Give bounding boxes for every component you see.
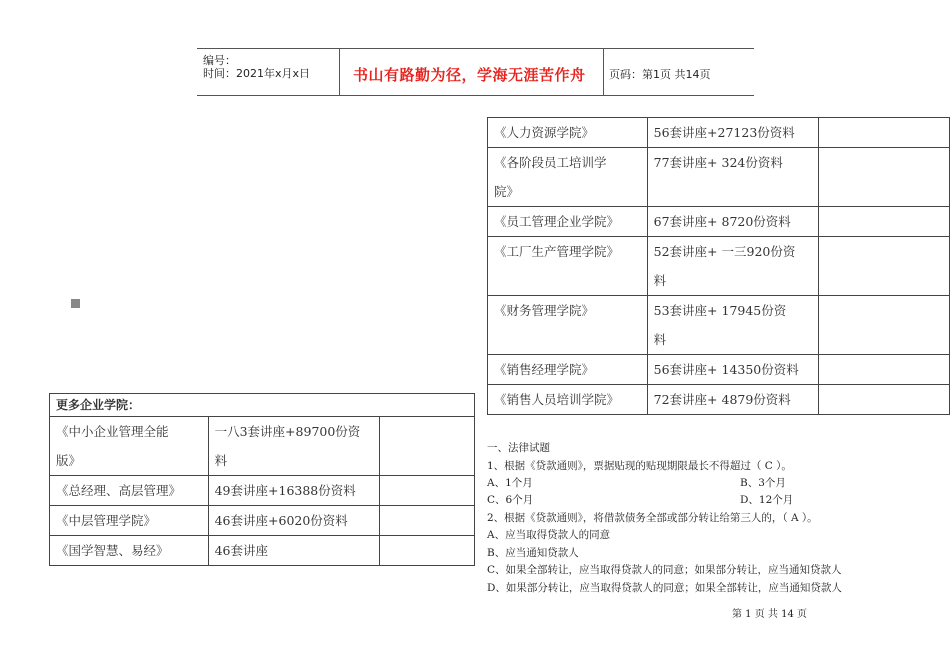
empty-cell [819, 296, 950, 355]
academy-info-cell: 72套讲座+ 4879份资料 [647, 385, 819, 415]
time-label: 时间：2021年x月x日 [203, 67, 311, 80]
table-title-row [50, 394, 475, 417]
option-2a: A、应当取得贷款人的同意 [487, 529, 611, 541]
empty-cell [819, 148, 950, 207]
table-row [488, 118, 950, 148]
empty-cell [819, 207, 950, 237]
left-academy-table [49, 393, 475, 566]
academy-info-cell: 46套讲座+6020份资料 [208, 506, 380, 536]
table-row [488, 237, 950, 296]
table-row [50, 536, 475, 566]
academy-info-cell: 77套讲座+ 324份资料 [647, 148, 819, 207]
section-title: 一、法律试题 [487, 442, 550, 454]
academy-name-cell: 《各阶段员工培训学 院》 [488, 148, 648, 207]
table-row [488, 355, 950, 385]
academy-info-cell: 49套讲座+16388份资料 [208, 476, 380, 506]
header-motto: 书山有路勤为径，学海无涯苦作舟 [353, 66, 586, 84]
header-bottom-rule [197, 95, 754, 96]
option-1b: B、3个月 [740, 477, 786, 489]
page-footer: 第 1 页 共 14 页 [732, 609, 807, 620]
academy-name-cell: 《财务管理学院》 [488, 296, 648, 355]
question-2: 2、根据《贷款通则》，将借款债务全部或部分转让给第三人的，（ A ）。 [487, 512, 818, 524]
academy-info-cell: 一八3套讲座+89700份资 料 [208, 417, 380, 476]
empty-cell [380, 476, 475, 506]
table-row [50, 417, 475, 476]
header-divider-left [339, 48, 340, 96]
header-top-rule [197, 48, 754, 49]
academy-name-cell: 《总经理、高层管理》 [50, 476, 209, 506]
bullet-square-icon [71, 299, 80, 308]
academy-info-cell: 53套讲座+ 17945份资 料 [647, 296, 819, 355]
right-academy-table [487, 117, 950, 415]
empty-cell [819, 237, 950, 296]
academy-info-cell: 46套讲座 [208, 536, 380, 566]
academy-info-cell: 67套讲座+ 8720份资料 [647, 207, 819, 237]
table-row [488, 148, 950, 207]
option-1c: C、6个月 [487, 494, 534, 506]
code-label: 编号： [203, 54, 236, 67]
empty-cell [819, 118, 950, 148]
table-row [50, 476, 475, 506]
table-row [488, 296, 950, 355]
academy-name-cell: 《人力资源学院》 [488, 118, 648, 148]
academy-name-cell: 《销售经理学院》 [488, 355, 648, 385]
academy-info-cell: 52套讲座+ 一三920份资 料 [647, 237, 819, 296]
table-title: 更多企业学院： [50, 394, 475, 417]
option-2d: D、如果部分转让，应当取得贷款人的同意；如果全部转让，应当通知贷款人 [487, 582, 842, 594]
academy-name-cell: 《中层管理学院》 [50, 506, 209, 536]
option-1a: A、1个月 [487, 477, 533, 489]
option-1d: D、12个月 [740, 494, 794, 506]
academy-name-cell: 《工厂生产管理学院》 [488, 237, 648, 296]
academy-name-cell: 《国学智慧、易经》 [50, 536, 209, 566]
option-2c: C、如果全部转让，应当取得贷款人的同意；如果部分转让，应当通知贷款人 [487, 564, 842, 576]
empty-cell [380, 506, 475, 536]
academy-name-cell: 《销售人员培训学院》 [488, 385, 648, 415]
page-label: 页码：第1页 共14页 [609, 68, 711, 81]
table-row [488, 385, 950, 415]
empty-cell [380, 417, 475, 476]
table-row [50, 506, 475, 536]
academy-info-cell: 56套讲座+27123份资料 [647, 118, 819, 148]
empty-cell [819, 355, 950, 385]
header-divider-right [603, 48, 604, 96]
question-1: 1、根据《贷款通则》，票据贴现的贴现期限最长不得超过（ C ）。 [487, 460, 792, 472]
option-2b: B、应当通知贷款人 [487, 547, 579, 559]
empty-cell [380, 536, 475, 566]
academy-name-cell: 《员工管理企业学院》 [488, 207, 648, 237]
table-row [488, 207, 950, 237]
empty-cell [819, 385, 950, 415]
academy-info-cell: 56套讲座+ 14350份资料 [647, 355, 819, 385]
academy-name-cell: 《中小企业管理全能 版》 [50, 417, 209, 476]
